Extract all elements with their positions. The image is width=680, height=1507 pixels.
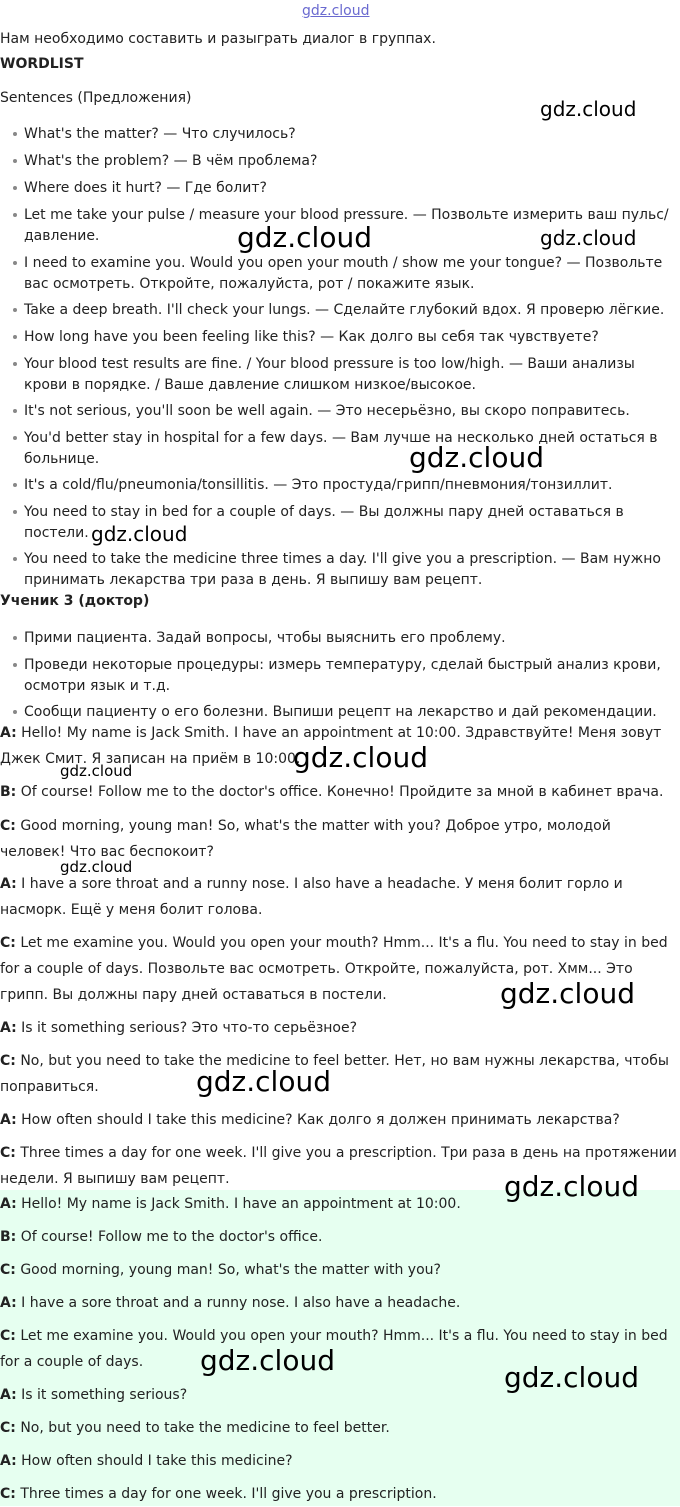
bullet-icon <box>13 132 17 136</box>
wordlist-title: WORDLIST <box>0 56 84 72</box>
dialog-text: How often should I take this medicine? Как долго я должен принимать лекарства? <box>16 1112 620 1128</box>
speaker-label: A: <box>0 1112 17 1128</box>
bullet-icon <box>13 362 17 366</box>
speaker-label: C: <box>0 1053 16 1069</box>
dialog-line <box>0 779 680 805</box>
bullet-icon <box>13 308 17 312</box>
watermark: gdz.cloud <box>540 226 637 250</box>
list-item: What's the matter? — Что случилось? <box>24 126 296 142</box>
bullet-icon <box>13 510 17 514</box>
dialog-text: Let me examine you. Would you open your mouth? Hmm... It's a flu. You need to stay in bed for a couple of days. Позвольте вас осмотреть. Откройте, пожалуйста, рот. Хмм... Это грипп. Вы должны пару дней оставаться в постели. <box>0 935 668 1003</box>
bullet-icon <box>13 261 17 265</box>
list-item: You'd better stay in hospital for a few days. — Вам лучше на несколько дней остаться в больнице. <box>24 430 658 467</box>
dialog-text: No, but you need to take the medicine to feel better. Нет, но вам нужны лекарства, чтобы поправиться. <box>0 1053 669 1095</box>
dialog-text: I have a sore throat and a runny nose. I also have a headache. У меня болит горло и насморк. Ещё у меня болит голова. <box>0 876 623 918</box>
speaker-label: A: <box>0 1387 17 1403</box>
dialog-line <box>0 1107 680 1133</box>
dialog-text: Of course! Follow me to the doctor's office. Конечно! Пройдите за мной в кабинет врача. <box>16 784 664 800</box>
speaker-label: A: <box>0 876 17 892</box>
speaker-label: A: <box>0 1196 17 1212</box>
watermark: gdz.cloud <box>91 522 188 546</box>
speaker-label: B: <box>0 784 17 800</box>
dialog-text: Hello! My name is Jack Smith. I have an appointment at 10:00. <box>16 1196 461 1212</box>
bullet-icon <box>13 159 17 163</box>
speaker-label: A: <box>0 725 17 741</box>
dialog-text: Is it something serious? <box>16 1387 188 1403</box>
bullet-icon <box>13 483 17 487</box>
dialog-line <box>0 1048 680 1100</box>
bullet-icon <box>13 557 17 561</box>
speaker-label: A: <box>0 1295 17 1311</box>
watermark: gdz.cloud <box>504 1361 639 1394</box>
list-item: You need to stay in bed for a couple of days. — Вы должны пару дней оставаться в постели. <box>24 504 624 541</box>
watermark: gdz.cloud <box>500 977 635 1010</box>
speaker-label: A: <box>0 1453 17 1469</box>
bullet-icon <box>13 335 17 339</box>
dialog-line <box>0 1481 680 1507</box>
dialog-text: No, but you need to take the medicine to feel better. <box>15 1420 390 1436</box>
dialog-line <box>0 1448 680 1474</box>
student3-title: Ученик 3 (доктор) <box>0 593 150 609</box>
bullet-icon <box>13 663 17 667</box>
list-item: You need to take the medicine three times a day. I'll give you a prescription. — Вам нужно принимать лекарства три раза в день. Я выпишу вам рецепт. <box>24 551 661 588</box>
dialog-text: Good morning, young man! So, what's the matter with you? Доброе утро, молодой человек! Что вас беспокоит? <box>0 818 611 860</box>
speaker-label: C: <box>0 818 16 834</box>
list-item: Проведи некоторые процедуры: измерь температуру, сделай быстрый анализ крови, осмотри язык и т.д. <box>24 657 661 694</box>
bullet-icon <box>13 213 17 217</box>
dialog-text: Good morning, young man! So, what's the matter with you? <box>15 1262 441 1278</box>
bullet-icon <box>13 409 17 413</box>
dialog-line <box>0 1257 680 1283</box>
watermark: gdz.cloud <box>60 858 133 876</box>
watermark: gdz.cloud <box>504 1170 639 1203</box>
watermark: gdz.cloud <box>409 441 544 474</box>
dialog-text: Three times a day for one week. I'll give you a prescription. Три раза в день на протяжении недели. Я выпишу вам рецепт. <box>0 1145 677 1187</box>
bullet-icon <box>13 186 17 190</box>
list-item: Сообщи пациенту о его болезни. Выпиши рецепт на лекарство и дай рекомендации. <box>24 704 657 720</box>
dialog-text: I have a sore throat and a runny nose. I also have a headache. <box>16 1295 461 1311</box>
dialog-line <box>0 871 680 923</box>
speaker-label: A: <box>0 1020 17 1036</box>
watermark: gdz.cloud <box>196 1065 331 1098</box>
speaker-label: C: <box>0 1328 16 1344</box>
list-item: Take a deep breath. I'll check your lungs. — Сделайте глубокий вдох. Я проверю лёгкие. <box>24 302 665 318</box>
watermark: gdz.cloud <box>200 1344 335 1377</box>
list-item: I need to examine you. Would you open your mouth / show me your tongue? — Позвольте вас осмотреть. Откройте, пожалуйста, рот / покажите язык. <box>24 255 663 292</box>
watermark: gdz.cloud <box>237 221 372 254</box>
dialog-text: Is it something serious? Это что-то серьёзное? <box>16 1020 358 1036</box>
list-item: What's the problem? — В чём проблема? <box>24 153 318 169</box>
dialog-line <box>0 1415 680 1441</box>
wordlist-subtitle: Sentences (Предложения) <box>0 90 192 106</box>
dialog-line <box>0 1290 680 1316</box>
list-item: Where does it hurt? — Где болит? <box>24 180 267 196</box>
speaker-label: C: <box>0 1486 16 1502</box>
intro-text: Нам необходимо составить и разыграть диалог в группах. <box>0 31 436 47</box>
site-logo-link[interactable]: gdz.cloud <box>302 3 370 19</box>
list-item: Прими пациента. Задай вопросы, чтобы выяснить его проблему. <box>24 630 506 646</box>
dialog-text: Three times a day for one week. I'll give you a prescription. <box>15 1486 437 1502</box>
speaker-label: C: <box>0 935 16 951</box>
dialog-text: How often should I take this medicine? <box>16 1453 293 1469</box>
speaker-label: B: <box>0 1229 17 1245</box>
bullet-icon <box>13 710 17 714</box>
dialog-line <box>0 1224 680 1250</box>
dialog-line <box>0 1015 680 1041</box>
list-item: It's a cold/flu/pneumonia/tonsillitis. — Это простуда/грипп/пневмония/тонзиллит. <box>24 477 613 493</box>
dialog-text: Hello! My name is Jack Smith. I have an appointment at 10:00. Здравствуйте! Меня зовут Джек Смит. Я записан на приём в 10:00. <box>0 725 662 767</box>
list-item: How long have you been feeling like this? — Как долго вы себя так чувствуете? <box>24 329 599 345</box>
watermark: gdz.cloud <box>293 741 428 774</box>
watermark: gdz.cloud <box>60 762 133 780</box>
bullet-icon <box>13 636 17 640</box>
list-item: Let me take your pulse / measure your blood pressure. — Позвольте измерить ваш пульс/давление. <box>24 207 669 244</box>
watermark: gdz.cloud <box>540 97 637 121</box>
bullet-icon <box>13 436 17 440</box>
speaker-label: C: <box>0 1145 16 1161</box>
dialog-text: Of course! Follow me to the doctor's office. <box>16 1229 323 1245</box>
list-item: Your blood test results are fine. / Your blood pressure is too low/high. — Ваши анализы крови в порядке. / Ваше давление слишком низкое/высокое. <box>24 356 635 393</box>
dialog-text: Let me examine you. Would you open your mouth? Hmm... It's a flu. You need to stay in bed for a couple of days. <box>0 1328 668 1370</box>
speaker-label: C: <box>0 1420 16 1436</box>
list-item: It's not serious, you'll soon be well again. — Это несерьёзно, вы скоро поправитесь. <box>24 403 630 419</box>
speaker-label: C: <box>0 1262 16 1278</box>
